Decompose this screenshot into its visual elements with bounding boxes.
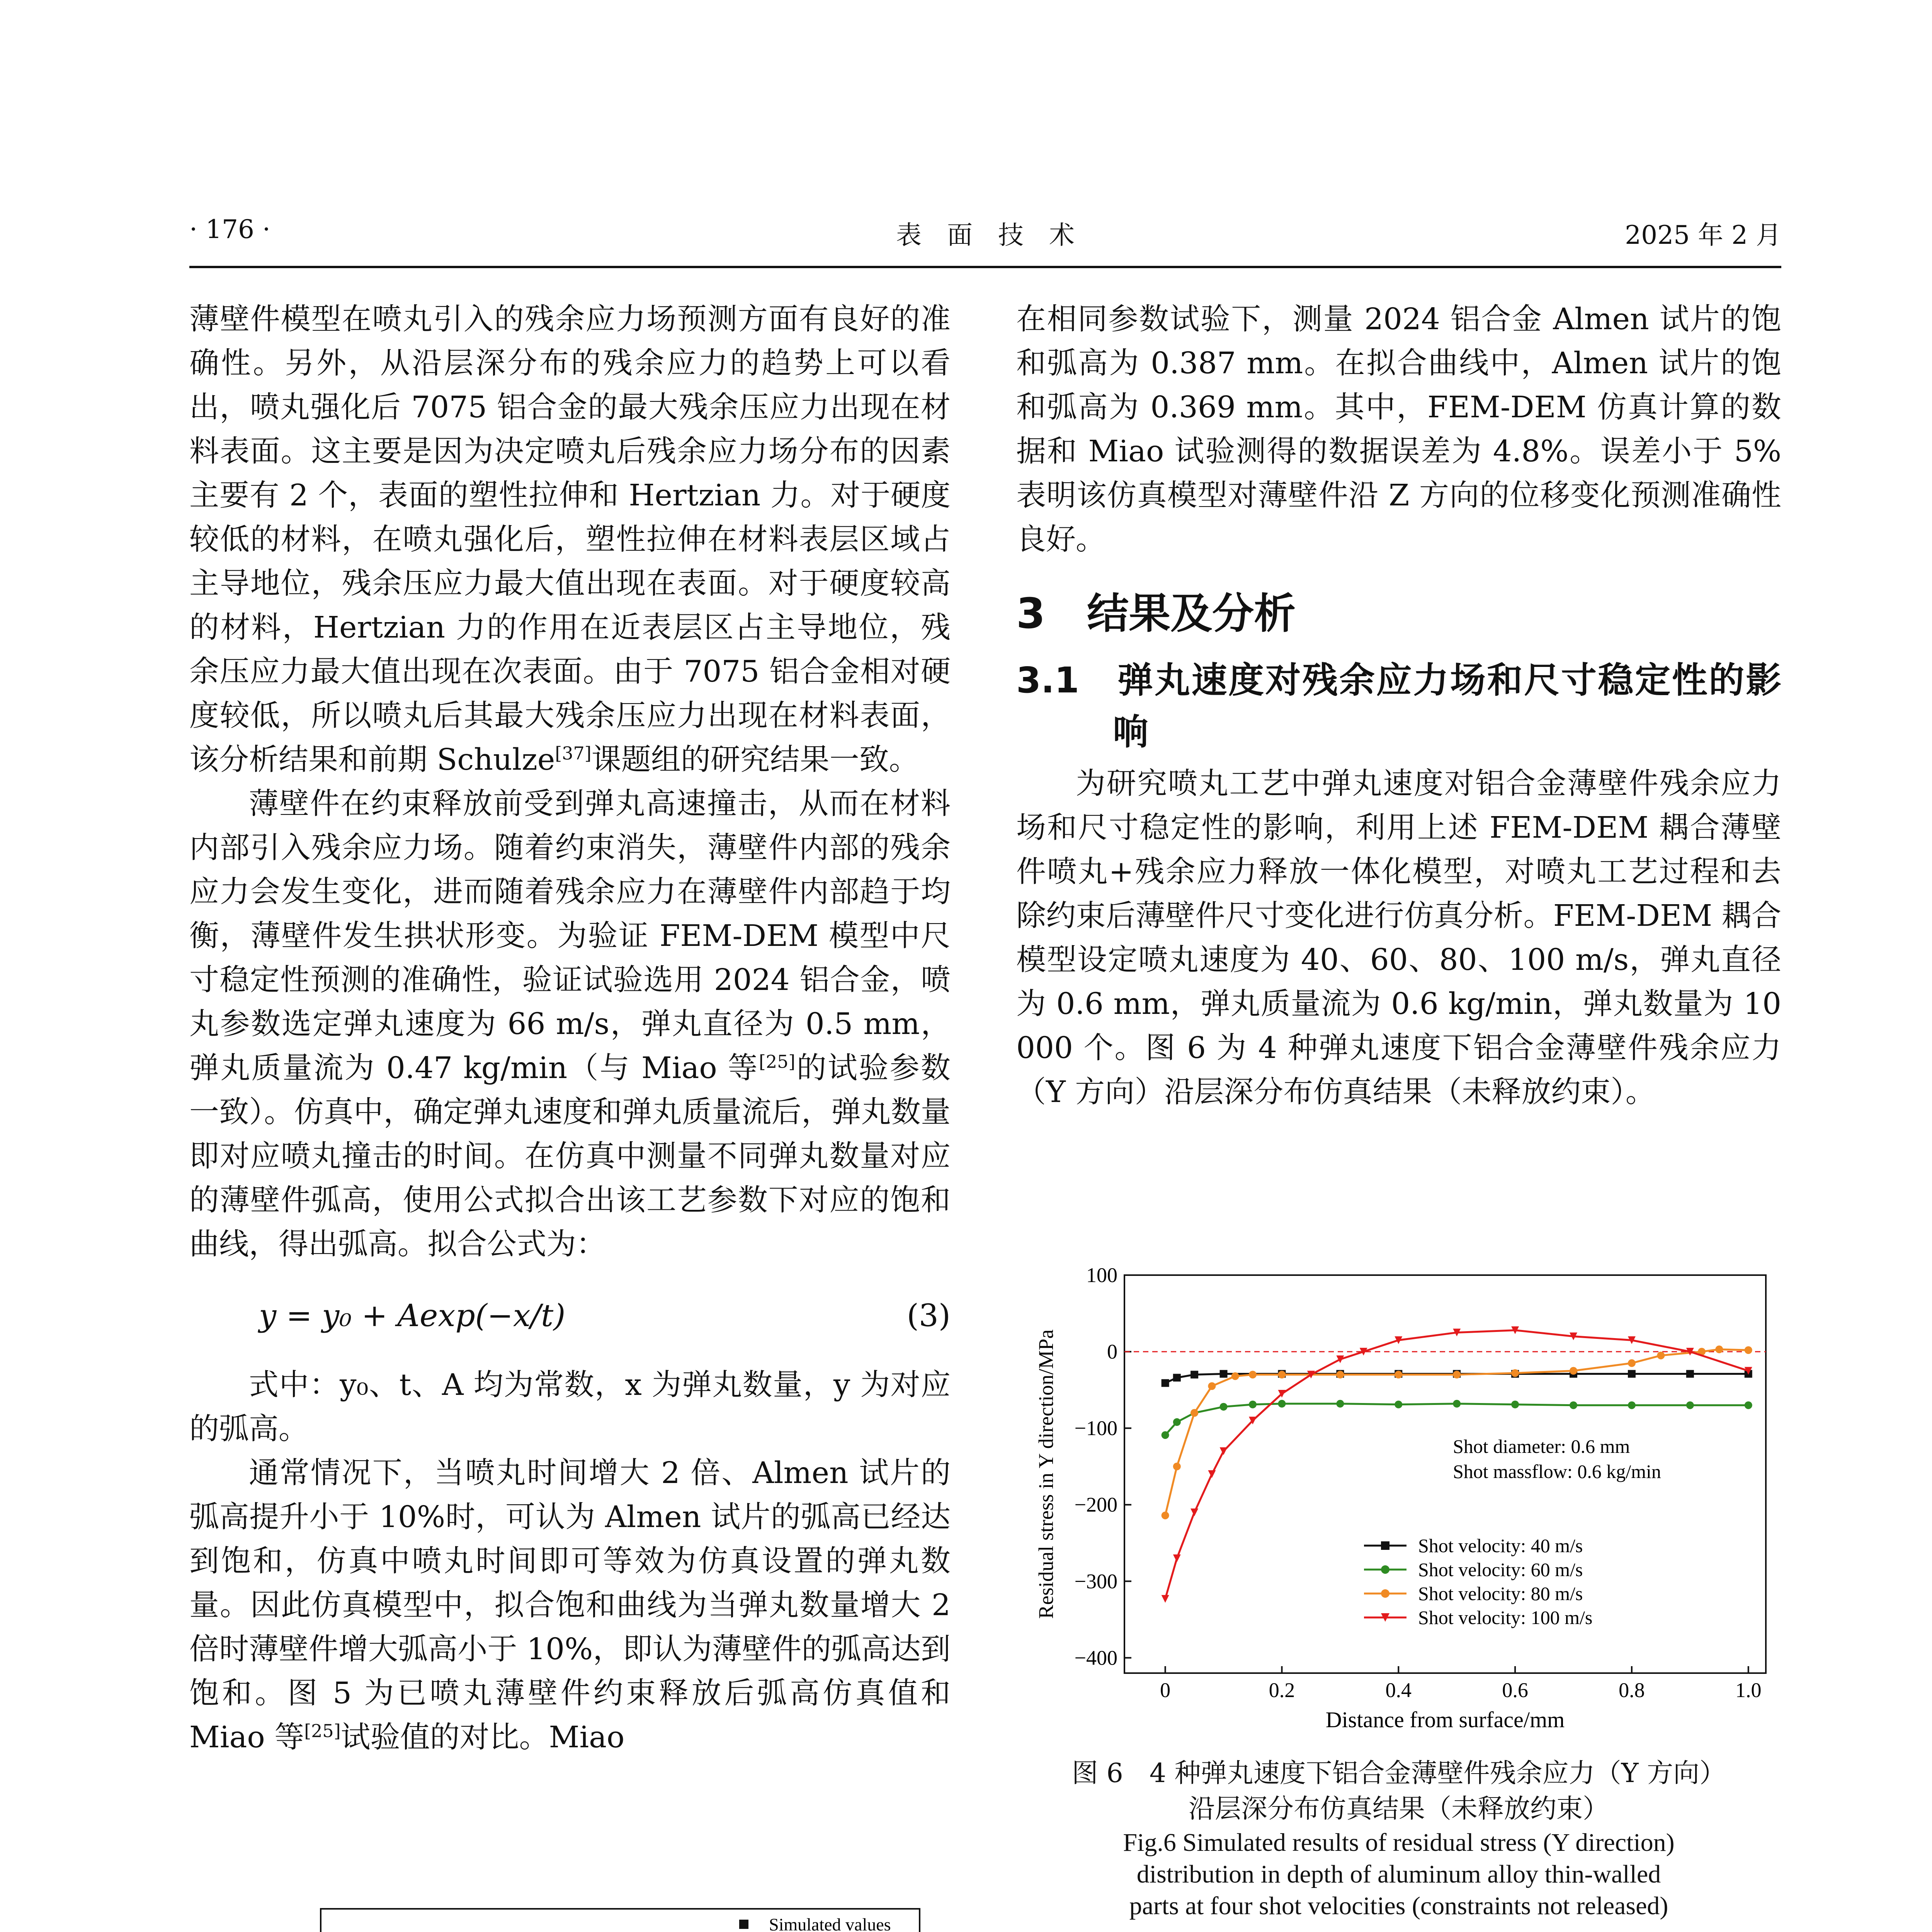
legend-simulated-marker — [739, 1920, 748, 1929]
legend-label: Shot velocity: 80 m/s — [1418, 1583, 1583, 1604]
series-marker — [1278, 1371, 1286, 1379]
equation-3 — [189, 1267, 951, 1363]
series-marker — [1453, 1400, 1461, 1408]
annotation-shot-diameter: Shot diameter: 0.6 mm — [1453, 1435, 1630, 1457]
series-marker — [1745, 1346, 1752, 1354]
series-marker — [1336, 1371, 1344, 1379]
series-marker — [1190, 1509, 1198, 1516]
x-tick-label: 0 — [1160, 1679, 1171, 1702]
series-marker — [1278, 1400, 1286, 1408]
left-column — [189, 298, 951, 1760]
header-rule — [189, 266, 1781, 268]
series-marker — [1208, 1382, 1216, 1390]
x-tick-label: 0.6 — [1502, 1679, 1528, 1702]
series-marker — [1628, 1370, 1636, 1378]
series-marker — [1395, 1371, 1402, 1379]
y-tick-label: −400 — [1074, 1646, 1117, 1670]
series-marker — [1190, 1371, 1198, 1379]
y-tick-label: −300 — [1074, 1570, 1117, 1593]
series-marker — [1453, 1371, 1461, 1379]
series-marker — [1511, 1401, 1519, 1408]
series-marker — [1162, 1379, 1169, 1387]
figure-5-chart — [216, 1886, 951, 1932]
legend-marker — [1381, 1589, 1389, 1598]
paragraph: 为研究喷丸工艺中弹丸速度对铝合金薄壁件残余应力场和尺寸稳定性的影响，利用上述 FEM-DEM 耦合薄壁件喷丸+残余应力释放一体化模型，对喷丸工艺过程和去除约束后薄壁件尺寸变化进行仿真分析。FEM-DEM 耦合模型设定喷丸速度为 40、60、80、100 m/s，弹丸直径为 0.6 mm，弹丸质量流为 0.6 kg/min，弹丸数量为 10 000 个。图 6 为 4 种弹丸速度下铝合金薄壁件残余应力（Y 方向）沿层深分布仿真结果（未释放约束）。 — [1016, 767, 1781, 1109]
series-marker — [1220, 1403, 1228, 1411]
paragraph: 通常情况下，当喷丸时间增大 2 倍、Almen 试片的弧高提升小于 10%时，可认为 Almen 试片的弧高已经达到饱和，仿真中喷丸时间即可等效为仿真设置的弹丸数量。因此仿真模型中，拟合饱和曲线为当弹丸数量增大 2 倍时薄壁件增大弧高小于 10%，即认为薄壁件的弧高达到饱和。图 5 为已喷丸薄壁件约束释放后弧高仿真值和 Miao 等[25]试验值的对比。Miao — [189, 1456, 951, 1755]
series-marker — [1173, 1418, 1181, 1426]
page-number: · 176 · — [189, 214, 270, 244]
series-marker — [1628, 1359, 1636, 1367]
x-tick-label: 0.4 — [1385, 1679, 1412, 1702]
series-marker — [1162, 1431, 1169, 1439]
series-marker — [1715, 1345, 1723, 1353]
series-marker — [1395, 1401, 1402, 1408]
series-marker — [1220, 1370, 1228, 1378]
legend-label: Shot velocity: 40 m/s — [1418, 1535, 1583, 1556]
series-marker — [1173, 1374, 1181, 1381]
series-marker — [1208, 1470, 1216, 1478]
equation-number: (3) — [906, 1298, 951, 1333]
series-marker — [1570, 1401, 1577, 1409]
paragraph: 在相同参数试验下，测量 2024 铝合金 Almen 试片的饱和弧高为 0.387 mm。在拟合曲线中，Almen 试片的饱和弧高为 0.369 mm。其中，FEM-DEM 仿真计算的数据和 Miao 试验测得的数据误差为 4.8%。误差小于 5%表明该仿真模型对薄壁件沿 Z 方向的位移变化预测准确性良好。 — [1016, 302, 1781, 557]
equation-body: y = y₀ + Aexp(−x/t) — [259, 1298, 566, 1333]
legend-simulated-label: Simulated values — [769, 1915, 891, 1932]
figure-6-caption-en: Fig.6 Simulated results of residual stress (Y direction) distribution in depth of aluminum alloy thin-walled parts at four shot velocities (constraints not released) — [1123, 1828, 1675, 1920]
series-marker — [1173, 1463, 1181, 1470]
legend-label: Shot velocity: 60 m/s — [1418, 1559, 1583, 1580]
annotation-shot-massflow: Shot massflow: 0.6 kg/min — [1453, 1461, 1661, 1482]
legend-marker — [1381, 1565, 1389, 1574]
y-tick-label: 0 — [1107, 1340, 1117, 1364]
series-marker — [1657, 1352, 1665, 1359]
x-tick-label: 0.8 — [1619, 1679, 1645, 1702]
y-axis-label: Residual stress in Y direction/MPa — [1034, 1329, 1058, 1619]
series-marker — [1190, 1409, 1198, 1417]
series-marker — [1220, 1447, 1228, 1455]
subsection-heading: 3.1 弹丸速度对残余应力场和尺寸稳定性的影响 — [1016, 660, 1781, 753]
series-marker — [1745, 1401, 1752, 1409]
series-marker — [1231, 1372, 1239, 1380]
figure-5 — [216, 1886, 951, 1932]
right-column — [1016, 298, 1781, 1114]
y-tick-label: 100 — [1086, 1264, 1117, 1287]
series-marker — [1336, 1400, 1344, 1408]
x-tick-label: 0.2 — [1269, 1679, 1295, 1702]
section-heading: 3 结果及分析 — [1016, 590, 1296, 638]
series-marker — [1162, 1512, 1169, 1519]
figure-6 — [1016, 1252, 1781, 1922]
series-marker — [1511, 1369, 1519, 1377]
journal-name: 表 面 技 术 — [896, 220, 1075, 250]
x-axis-label: Distance from surface/mm — [1325, 1707, 1565, 1732]
series-marker — [1686, 1370, 1694, 1378]
figure-6-chart — [1016, 1252, 1781, 1754]
paragraph: 薄壁件在约束释放前受到弹丸高速撞击，从而在材料内部引入残余应力场。随着约束消失，薄壁件内部的残余应力会发生变化，进而随着残余应力在薄壁件内部趋于均衡，薄壁件发生拱状形变。为验证 FEM-DEM 模型中尺寸稳定性预测的准确性，验证试验选用 2024 铝合金，喷丸参数选定弹丸速度为 66 m/s，弹丸直径为 0.5 mm，弹丸质量流为 0.47 kg/min（与 Miao 等[25]的试验参数一致）。仿真中，确定弹丸速度和弹丸质量流后，弹丸数量即对应喷丸撞击的时间。在仿真中测量不同弹丸数量对应的薄壁件弧高，使用公式拟合出该工艺参数下对应的饱和曲线，得出弧高。拟合公式为： — [189, 787, 951, 1262]
series-marker — [1686, 1401, 1694, 1409]
series-marker — [1249, 1401, 1257, 1408]
paragraph: 薄壁件模型在喷丸引入的残余应力场预测方面有良好的准确性。另外，从沿层深分布的残余应力的趋势上可以看出，喷丸强化后 7075 铝合金的最大残余压应力出现在材料表面。这主要是因为决定喷丸后残余应力场分布的因素主要有 2 个，表面的塑性拉伸和 Hertzian 力。对于硬度较低的材料，在喷丸强化后，塑性拉伸在材料表层区域占主导地位，残余压应力最大值出现在表面。对于硬度较高的材料，Hertzian 力的作用在近表层区占主导地位，残余压应力最大值出现在次表面。由于 7075 铝合金相对硬度较低，所以喷丸后其最大残余压应力出现在材料表面，该分析结果和前期 Schulze[37]课题组的研究结果一致。 — [189, 302, 951, 777]
y-tick-label: −100 — [1074, 1417, 1117, 1440]
series-marker — [1570, 1367, 1577, 1375]
legend-marker — [1381, 1541, 1389, 1550]
series-marker — [1162, 1595, 1169, 1603]
paragraph: 式中：y₀、t、A 均为常数，x 为弹丸数量，y 为对应的弧高。 — [189, 1368, 951, 1446]
x-tick-label: 1.0 — [1735, 1679, 1762, 1702]
series-marker — [1628, 1401, 1636, 1409]
series-marker — [1173, 1554, 1181, 1562]
series-marker — [1249, 1371, 1257, 1379]
figure-6-caption-cn: 图 6 4 种弹丸速度下铝合金薄壁件残余应力（Y 方向） 沿层深分布仿真结果（未释放约束） — [1071, 1758, 1726, 1824]
y-tick-label: −200 — [1074, 1493, 1117, 1517]
legend-label: Shot velocity: 100 m/s — [1418, 1607, 1593, 1628]
issue-date: 2025 年 2 月 — [1625, 220, 1781, 250]
